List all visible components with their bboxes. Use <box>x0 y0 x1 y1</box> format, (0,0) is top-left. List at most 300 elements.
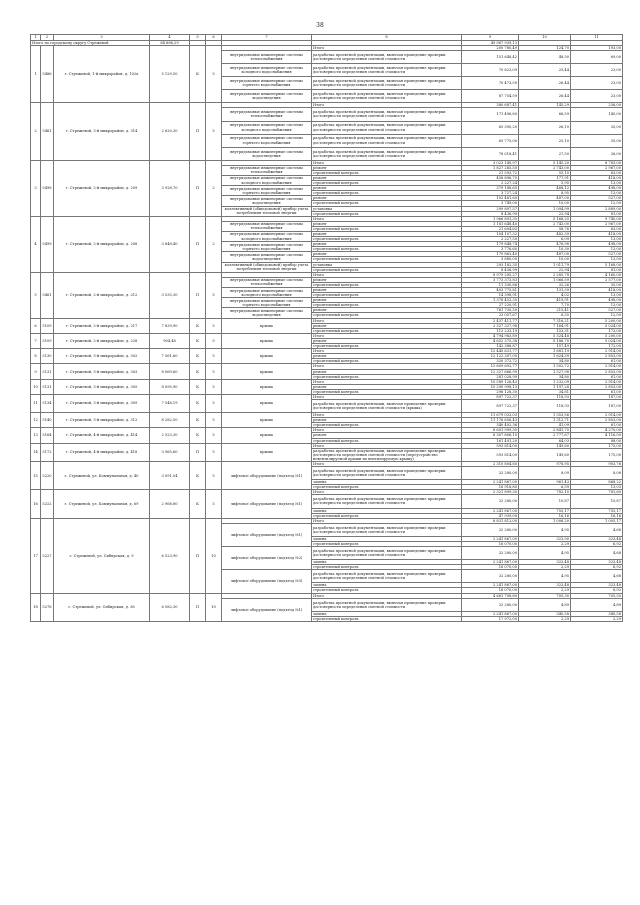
house-address: г. Стрежевой, 1-й микрорайон, д. 102а <box>54 46 150 103</box>
floors: 5 <box>206 462 222 490</box>
cost-total: 2 227,50 <box>462 237 519 242</box>
column-number: 1 <box>31 35 41 41</box>
system-name: внутридомовые инженерные системы водоотведения <box>222 90 312 103</box>
house-address: г. Стрежевой, 3-й микрорайон, д. 309 <box>54 394 150 412</box>
house-area: 8 069,60 <box>150 364 190 379</box>
row-number: 7 <box>31 333 41 348</box>
cost-per-m2: 215,41 <box>519 308 571 313</box>
cost-per-m2: 34,81 <box>519 389 571 394</box>
work-type: разработка проектной документации, включая проведение проверки достоверности определения сметной стоимости <box>312 108 462 121</box>
work-type: разработка проектной документации, включая проведение проверки достоверности определения сметной стоимости <box>312 598 462 611</box>
cost-per-m2: 7 316,21 <box>519 318 571 323</box>
system-name: лифтовое оборудование (подъезд №2) <box>222 547 312 570</box>
cost-per-m2: 705,30 <box>519 593 571 598</box>
cost-total: 3 776,60 <box>462 247 519 252</box>
house-code: 5498 <box>41 160 54 216</box>
cost-limit: 236,00 <box>571 103 623 108</box>
cost-per-m2: 782,10 <box>519 490 571 495</box>
cost-limit: 61,00 <box>571 374 623 379</box>
work-type: замена <box>312 611 462 616</box>
work-type: установка <box>312 262 462 267</box>
cost-limit: 13,00 <box>571 303 623 308</box>
work-type: ремонт <box>312 338 462 343</box>
work-type: разработка проектной документации, включая проведение проверки достоверности определения сметной стоимости <box>312 121 462 134</box>
column-number: 7 <box>222 35 312 41</box>
cost-limit: 13,00 <box>571 181 623 186</box>
cost-limit: 2 914,00 <box>571 364 623 369</box>
cost-total: 179 848,74 <box>462 242 519 247</box>
work-type: ремонт <box>312 354 462 359</box>
cost-total: 3 023 140,97 <box>462 160 519 165</box>
work-type: Итого <box>312 428 462 433</box>
cost-total: 12 122 307,05 <box>462 354 519 359</box>
cost-per-m2: 1 624,39 <box>519 354 571 359</box>
cost-per-m2: 34,80 <box>519 374 571 379</box>
house-code: 5109 <box>41 333 54 348</box>
cost-per-m2: 55,10 <box>519 170 571 175</box>
house-code: 5134 <box>41 394 54 412</box>
cost-total: 21 604,63 <box>462 226 519 231</box>
work-type: строительный контроль <box>312 257 462 262</box>
cost-per-m2: 8,09 <box>519 467 571 480</box>
cost-total: 87 754,59 <box>462 90 519 103</box>
column-number: 8 <box>312 35 462 41</box>
cost-total: 379 188,65 <box>462 186 519 191</box>
cost-total: 2 241 867,00 <box>462 480 519 485</box>
cost-limit: 9 740,00 <box>571 216 623 221</box>
column-number: 11 <box>571 35 623 41</box>
cost-total: 65 395,20 <box>462 121 519 134</box>
cost-limit: 187,00 <box>571 400 623 413</box>
work-type: строительный контроль <box>312 616 462 621</box>
floors: 5 <box>206 272 222 318</box>
row-number: 16 <box>31 490 41 518</box>
house-code: 5499 <box>41 216 54 272</box>
system-name: внутридомовые инженерные системы холодного водоснабжения <box>222 121 312 134</box>
system-name: крыша <box>222 364 312 379</box>
cost-total: 17 972,00 <box>462 616 519 621</box>
work-type: ремонт <box>312 242 462 247</box>
cost-per-m2: 157,49 <box>519 344 571 349</box>
cost-limit: 175,00 <box>571 448 623 461</box>
work-type: замена <box>312 560 462 565</box>
cost-limit: 13,00 <box>571 293 623 298</box>
cost-total: 1 827 285,50 <box>462 165 519 170</box>
cost-per-m2: 25,44 <box>519 64 571 77</box>
cost-per-m2: 26,10 <box>519 121 571 134</box>
cost-limit: 527,00 <box>571 252 623 257</box>
cost-limit: 35,00 <box>571 121 623 134</box>
cost-limit: 6,92 <box>571 588 623 593</box>
house-code: 5140 <box>41 413 54 428</box>
category: К <box>190 364 206 379</box>
cost-total: 16 070,00 <box>462 541 519 546</box>
cost-per-m2: 1 681,19 <box>519 349 571 354</box>
column-number: 6 <box>206 35 222 41</box>
cost-per-m2: 476,98 <box>519 242 571 247</box>
cost-limit: 81,00 <box>571 267 623 272</box>
work-type: строительный контроль <box>312 438 462 443</box>
work-type: разработка проектной документации, включая проведение проверки достоверности определения сметной стоимости <box>312 134 462 147</box>
work-type: разработка проектной документации, включая проведение проверки достоверности определения сметной стоимости <box>312 147 462 160</box>
system-name: внутридомовые инженерные системы водоотведения <box>222 252 312 262</box>
work-type: установка <box>312 206 462 211</box>
row-number: 1 <box>31 46 41 103</box>
house-code: 5461 <box>41 103 54 160</box>
row-number: 5 <box>31 272 41 318</box>
work-type: Итого <box>312 272 462 277</box>
column-number: 4 <box>150 35 190 41</box>
work-type: Итого <box>312 462 462 467</box>
column-number: 10 <box>519 35 571 41</box>
system-name: внутридомовые инженерные системы горячего водоснабжения <box>222 186 312 196</box>
cost-total: 2 241 867,00 <box>462 536 519 541</box>
work-type: ремонт <box>312 252 462 257</box>
cost-total: 70 473,59 <box>462 77 519 90</box>
column-number: 5 <box>190 35 206 41</box>
house-address: г. Стрежевой, 3-й микрорайон, д. 302 <box>54 349 150 364</box>
work-type: строительный контроль <box>312 565 462 570</box>
cost-total: 32 280,00 <box>462 467 519 480</box>
work-type: строительный контроль <box>312 226 462 231</box>
category: К <box>190 379 206 394</box>
house-area: 904,48 <box>150 333 190 348</box>
cost-per-m2: 2 743,00 <box>519 165 571 170</box>
category: П <box>190 272 206 318</box>
cost-limit: 868,22 <box>571 480 623 485</box>
cost-total: 4 652 375,38 <box>462 338 519 343</box>
work-type: ремонт <box>312 231 462 236</box>
column-number: 3 <box>54 35 150 41</box>
cost-per-m2: 27,50 <box>519 147 571 160</box>
cost-limit: 81,00 <box>571 211 623 216</box>
cost-limit: 2 853,00 <box>571 354 623 359</box>
work-type: строительный контроль <box>312 170 462 175</box>
work-type: строительный контроль <box>312 313 462 318</box>
cost-per-m2: 2,29 <box>519 616 571 621</box>
cost-limit: 16,16 <box>571 513 623 518</box>
cost-total: 32 280,00 <box>462 570 519 583</box>
category: К <box>190 333 206 348</box>
cost-total: 2 437 411,77 <box>462 318 519 323</box>
work-type: разработка проектной документации, включая проведение проверки достоверности определения сметной стоимости <box>312 467 462 480</box>
cost-limit: 418,00 <box>571 288 623 293</box>
house-code: 5278 <box>41 593 54 621</box>
work-type: Итого <box>312 413 462 418</box>
work-type: замена <box>312 508 462 513</box>
cost-limit: 5 024,00 <box>571 338 623 343</box>
cost-per-m2: 1 353,56 <box>519 413 571 418</box>
cost-total: 1 966 891,35 <box>462 216 519 221</box>
cost-limit: 63,00 <box>571 170 623 175</box>
cost-per-m2: 482,39 <box>519 231 571 236</box>
cost-per-m2: 4,89 <box>519 598 571 611</box>
cost-limit: 175,00 <box>571 443 623 448</box>
cost-limit: 2 577,00 <box>571 277 623 282</box>
cost-per-m2: 323,90 <box>519 536 571 541</box>
cost-total: 2 321 899,30 <box>462 490 519 495</box>
cost-limit: 187,00 <box>571 394 623 399</box>
cost-total: 113 233,19 <box>462 328 519 333</box>
cost-total: 170 863,40 <box>462 252 519 257</box>
cost-per-m2: 323,48 <box>519 583 571 588</box>
row-number: 2 <box>31 103 41 160</box>
work-type: строительный контроль <box>312 374 462 379</box>
house-code: 5227 <box>41 518 54 593</box>
system-name: крыша <box>222 394 312 412</box>
work-type: строительный контроль <box>312 423 462 428</box>
cost-total: 8 979 295,27 <box>462 272 519 277</box>
cost-limit: 323,48 <box>571 583 623 588</box>
cost-total: 4 794 983,89 <box>462 333 519 338</box>
category: К <box>190 318 206 333</box>
cost-total: 6 831 812,00 <box>462 518 519 523</box>
cost-limit: 498,00 <box>571 186 623 191</box>
system-name: внутридомовые инженерные системы горячего водоснабжения <box>222 77 312 90</box>
cost-limit: 193,00 <box>571 46 623 51</box>
house-code: 5131 <box>41 364 54 379</box>
work-type: замена <box>312 536 462 541</box>
house-area: 8 282,50 <box>150 413 190 428</box>
row-number: 11 <box>31 394 41 412</box>
subtotal-total: 49 967 939,13 <box>462 41 519 46</box>
category: П <box>190 518 206 593</box>
category: К <box>190 394 206 412</box>
cost-limit: 4 116,00 <box>571 433 623 438</box>
floors: 5 <box>206 413 222 428</box>
cost-total: 10 290 998,13 <box>462 384 519 389</box>
work-type: строительный контроль <box>312 541 462 546</box>
floors: 5 <box>206 349 222 364</box>
cost-per-m2: 1 197,28 <box>519 384 571 389</box>
cost-per-m2: 2,29 <box>519 565 571 570</box>
cost-total: 104 107,32 <box>462 231 519 236</box>
cost-total: 65 775,00 <box>462 134 519 147</box>
category: П <box>190 216 206 272</box>
work-type: строительный контроль <box>312 211 462 216</box>
cost-per-m2: 1 011,79 <box>519 262 571 267</box>
work-type: разработка проектной документации, включая проведение проверки достоверности определения сметной стоимости <box>312 90 462 103</box>
cost-per-m2: 149,60 <box>519 448 571 461</box>
floors: 2 <box>206 216 222 272</box>
cost-total: 32 280,00 <box>462 598 519 611</box>
cost-total: 32 280,00 <box>462 547 519 560</box>
cost-total: 3 880,00 <box>462 257 519 262</box>
cost-per-m2: 66,59 <box>519 108 571 121</box>
system-name: внутридомовые инженерные системы горячего водоснабжения <box>222 134 312 147</box>
cost-total: 380 687,41 <box>462 103 519 108</box>
cost-total: 6 601 999,30 <box>462 428 519 433</box>
cost-limit: 12,00 <box>571 257 623 262</box>
cost-per-m2: 487,00 <box>519 196 571 201</box>
cost-per-m2: 64,03 <box>519 438 571 443</box>
cost-per-m2: 2 841,70 <box>519 428 571 433</box>
system-name: внутридомовые инженерные системы холодного водоснабжения <box>222 64 312 77</box>
cost-total: 2 241 867,00 <box>462 583 519 588</box>
floors: 5 <box>206 490 222 518</box>
category: К <box>190 46 206 103</box>
cost-per-m2: 4,95 <box>519 547 571 560</box>
subtotal-area: 84 686,29 <box>150 41 190 46</box>
work-type: Итого <box>312 593 462 598</box>
house-area: 6 582,30 <box>150 593 190 621</box>
cost-per-m2: 118,93 <box>519 400 571 413</box>
cost-total: 8 436,99 <box>462 211 519 216</box>
floors: 10 <box>206 593 222 621</box>
floors: 5 <box>206 394 222 412</box>
house-area: 3 091,04 <box>150 462 190 490</box>
cost-per-m2: 10,00 <box>519 201 571 206</box>
cost-total: 171 496,80 <box>462 108 519 121</box>
system-name: крыша <box>222 333 312 348</box>
cost-per-m2: 1 527,98 <box>519 369 571 374</box>
cost-limit: 2 914,00 <box>571 379 623 384</box>
house-area: 3 535,30 <box>150 272 190 318</box>
cost-limit: 61,00 <box>571 359 623 364</box>
cost-total: 14 398,91 <box>462 293 519 298</box>
cost-limit: 12,00 <box>571 201 623 206</box>
cost-per-m2: 5 324,48 <box>519 333 571 338</box>
work-type: ремонт <box>312 165 462 170</box>
cost-total: 299 897,57 <box>462 206 519 211</box>
house-area: 5 129,50 <box>150 46 190 103</box>
system-name: крыша <box>222 443 312 461</box>
cost-limit: 35,00 <box>571 282 623 287</box>
cost-limit: 4 160,00 <box>571 272 623 277</box>
page-number: 38 <box>316 22 324 29</box>
category: П <box>190 160 206 216</box>
cost-per-m2: 7 164,91 <box>519 323 571 328</box>
house-code: 5164 <box>41 428 54 443</box>
cost-limit: 323,48 <box>571 536 623 541</box>
house-area: 2 968,80 <box>150 490 190 518</box>
work-type: строительный контроль <box>312 359 462 364</box>
system-name: крыша <box>222 349 312 364</box>
cost-limit: 4,68 <box>571 547 623 560</box>
cost-per-m2: 7,70 <box>519 303 571 308</box>
cost-total: 3 749,00 <box>462 201 519 206</box>
work-type: строительный контроль <box>312 293 462 298</box>
column-number: 2 <box>41 35 54 41</box>
cost-limit: 5 200,00 <box>571 333 623 338</box>
cost-limit: 13,00 <box>571 237 623 242</box>
category: К <box>190 413 206 428</box>
work-type: разработка проектной документации, включая проведение проверки достоверности определения сметной стоимости (крыша) <box>312 400 462 413</box>
cost-total: 142 388,87 <box>462 344 519 349</box>
work-type: Итого <box>312 443 462 448</box>
house-address: г. Стрежевой, 4-й микрорайон, д. 414 <box>54 428 150 443</box>
system-name: лифтовое оборудование (подъезд №1) <box>222 462 312 490</box>
work-type: Итого <box>312 46 462 51</box>
row-number: 9 <box>31 364 41 379</box>
row-number: 17 <box>31 518 41 593</box>
cost-total: 298 128,30 <box>462 389 519 394</box>
house-area: 8 095,90 <box>150 379 190 394</box>
cost-limit: 903,76 <box>571 462 623 467</box>
cost-per-m2: 4,95 <box>519 570 571 583</box>
house-address: г. Стрежевой, ул. Сибирская, д. 9 <box>54 518 150 593</box>
work-type: строительный контроль <box>312 344 462 349</box>
cost-total: 897 722,37 <box>462 400 519 413</box>
category: П <box>190 443 206 461</box>
cost-total: 3 773 373,83 <box>462 277 519 282</box>
work-type: Итого <box>312 518 462 523</box>
cost-total: 403 775,81 <box>462 288 519 293</box>
cost-per-m2: 6,55 <box>519 313 571 318</box>
cost-per-m2: 1 232,09 <box>519 379 571 384</box>
cost-limit: 88,00 <box>571 438 623 443</box>
work-type: Итого <box>312 160 462 165</box>
cost-limit: 172,00 <box>571 328 623 333</box>
cost-limit: 498,00 <box>571 298 623 303</box>
cost-limit: 10,87 <box>571 495 623 508</box>
work-type: строительный контроль <box>312 181 462 186</box>
house-area: 2 523,30 <box>150 428 190 443</box>
cost-total: 32 280,00 <box>462 523 519 536</box>
house-code: 5222 <box>41 490 54 518</box>
system-name: лифтовое оборудование (подъезд №1) <box>222 523 312 546</box>
cost-total: 761 730,50 <box>462 308 519 313</box>
cost-total: 12 609 692,77 <box>462 364 519 369</box>
floors: 5 <box>206 103 222 160</box>
house-area: 2 620,30 <box>150 103 190 160</box>
cost-limit: 2 853,00 <box>571 369 623 374</box>
work-type: Итого <box>312 490 462 495</box>
cost-per-m2: 5 145,20 <box>519 160 571 165</box>
row-number: 12 <box>31 413 41 428</box>
cost-per-m2: 2 285,78 <box>519 272 571 277</box>
cost-total: 70 823,09 <box>462 64 519 77</box>
cost-per-m2: 131,39 <box>519 288 571 293</box>
system-name: крыша <box>222 413 312 428</box>
work-type: Итого <box>312 318 462 323</box>
house-address: г. Стрежевой, ул. Коммунальная, д. 69 <box>54 490 150 518</box>
system-name: внутридомовые инженерные системы теплоснабжения <box>222 51 312 64</box>
house-area: 7 839,90 <box>150 318 190 333</box>
cost-limit: 23,00 <box>571 64 623 77</box>
cost-limit: 4,68 <box>571 523 623 536</box>
cost-per-m2: 22,94 <box>519 267 571 272</box>
floors: 5 <box>206 428 222 443</box>
row-number: 13 <box>31 428 41 443</box>
system-name: лифтовое оборудование (подъезд №1) <box>222 490 312 518</box>
work-type: строительный контроль <box>312 328 462 333</box>
house-address: г. Стрежевой, 3-й микрорайон, д. 312 <box>54 413 150 428</box>
work-type: Итого <box>312 394 462 399</box>
floors: 5 <box>206 318 222 333</box>
work-type: строительный контроль <box>312 303 462 308</box>
cost-limit: 8,08 <box>571 467 623 480</box>
cost-limit: 140,00 <box>571 108 623 121</box>
cost-total: 32 280,00 <box>462 495 519 508</box>
row-number: 15 <box>31 462 41 490</box>
house-address: г. Стрежевой, 3-й микрорайон, д. 305 <box>54 379 150 394</box>
cost-total: 200 780,49 <box>462 46 519 51</box>
cost-per-m2: 8,95 <box>519 191 571 196</box>
cost-total: 593 814,00 <box>462 443 519 448</box>
cost-limit: 418,00 <box>571 175 623 180</box>
cost-per-m2: 26,44 <box>519 77 571 90</box>
work-type: строительный контроль <box>312 237 462 242</box>
system-name: внутридомовые инженерные системы холодного водоснабжения <box>222 175 312 185</box>
cost-total: 21 593,72 <box>462 170 519 175</box>
column-number: 9 <box>462 35 519 41</box>
cost-per-m2: 145,29 <box>519 103 571 108</box>
cost-total: 2 241 867,00 <box>462 508 519 513</box>
work-type: ремонт <box>312 196 462 201</box>
category: К <box>190 428 206 443</box>
cost-per-m2: 4,95 <box>519 523 571 536</box>
